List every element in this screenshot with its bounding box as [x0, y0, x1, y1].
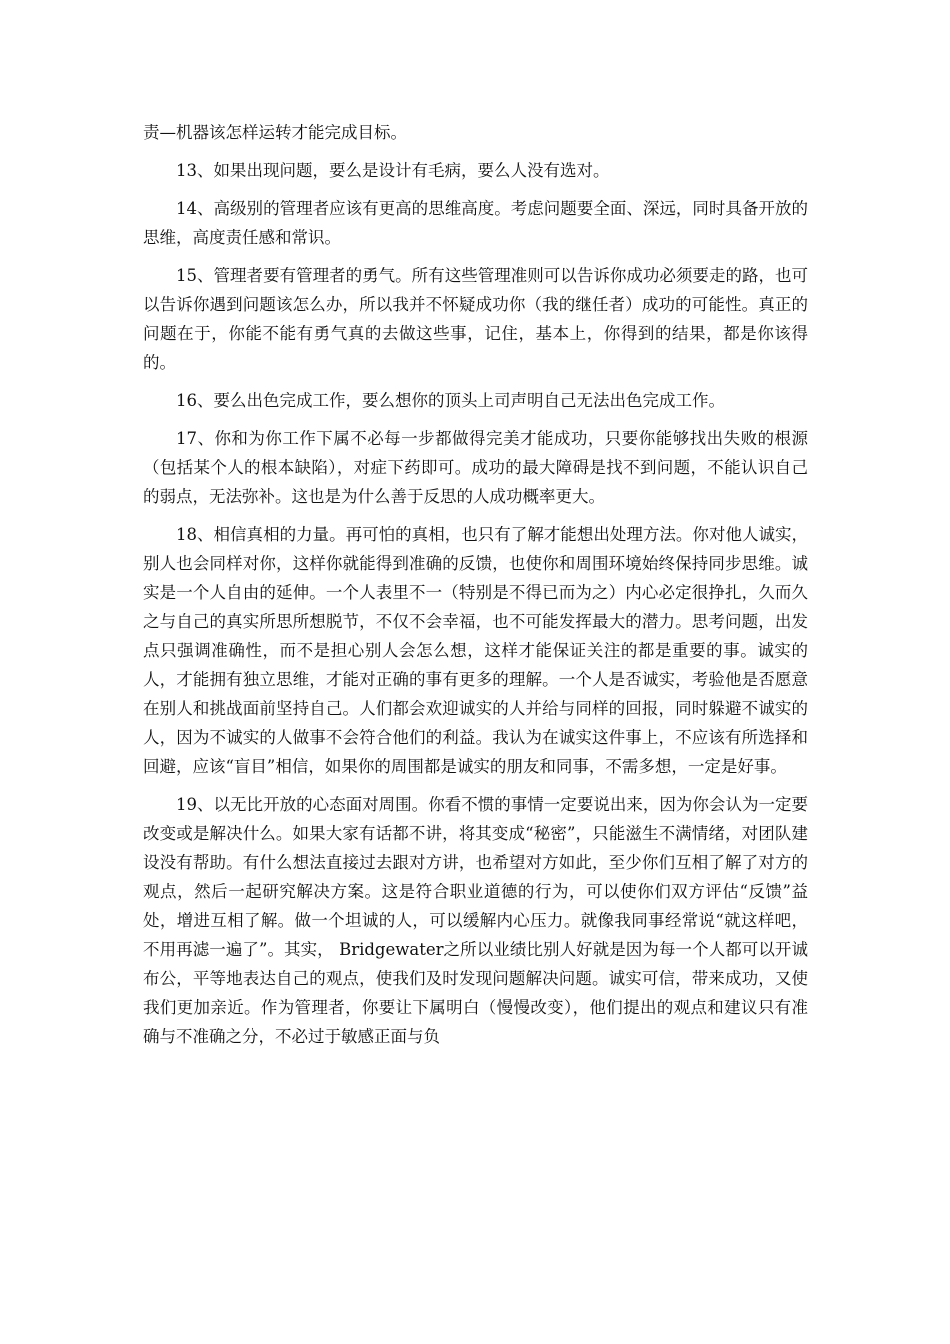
paragraph-item-17: 17、你和为你工作下属不必每一步都做得完美才能成功，只要你能够找出失败的根源（包括某个人的根本缺陷），对症下药即可。成功的最大障碍是找不到问题，不能认识自己的弱点，无法弥补。这也是为什么善于反思的人成功概率更大。 — [143, 429, 808, 506]
paragraph-continuation: 责—机器该怎样运转才能完成目标。 — [143, 123, 407, 142]
paragraph-item-16: 16、要么出色完成工作，要么想你的顶头上司声明自己无法出色完成工作。 — [176, 391, 725, 410]
paragraph-item-14: 14、高级别的管理者应该有更高的思维高度。考虑问题要全面、深远，同时具备开放的思维，高度责任感和常识。 — [143, 199, 808, 247]
paragraph-item-13: 13、如果出现问题，要么是设计有毛病，要么人没有选对。 — [176, 161, 610, 180]
paragraph-item-18: 18、相信真相的力量。再可怕的真相，也只有了解才能想出处理方法。你对他人诚实，别人也会同样对你，这样你就能得到准确的反馈，也使你和周围环境始终保持同步思维。诚实是一个人自由的延伸。一个人表里不一（特别是不得已而为之）内心必定很挣扎，久而久之与自己的真实所思所想脱节，不仅不会幸福，也不可能发挥最大的潜力。思考问题，出发点只强调准确性，而不是担心别人会怎么想，这样才能保证关注的都是重要的事。诚实的人，才能拥有独立思维，才能对正确的事有更多的理解。一个人是否诚实，考验他是否愿意在别人和挑战面前坚持自己。人们都会欢迎诚实的人并给与同样的回报，同时躲避不诚实的人，因为不诚实的人做事不会符合他们的利益。我认为在诚实这件事上，不应该有所选择和回避，应该“盲目”相信，如果你的周围都是诚实的朋友和同事，不需多想，一定是好事。 — [143, 525, 808, 776]
paragraph-item-19: 19、以无比开放的心态面对周围。你看不惯的事情一定要说出来，因为你会认为一定要改变或是解决什么。如果大家有话都不讲，将其变成“秘密”，只能滋生不满情绪，对团队建设没有帮助。有什么想法直接过去跟对方讲，也希望对方如此，至少你们互相了解了对方的观点，然后一起研究解决方案。这是符合职业道德的行为，可以使你们双方评估“反馈”益处，增进互相了解。做一个坦诚的人，可以缓解内心压力。就像我同事经常说“就这样吧，不用再滤一遍了”。其实， Bridgewater之所以业绩比别人好就是因为每一个人都可以开诚布公，平等地表达自己的观点，使我们及时发现问题解决问题。诚实可信，带来成功，又使我们更加亲近。作为管理者，你要让下属明白（慢慢改变），他们提出的观点和建议只有准确与不准确之分，不必过于敏感正面与负 — [143, 795, 808, 1046]
document-body — [143, 118, 808, 1060]
paragraph-item-15: 15、管理者要有管理者的勇气。所有这些管理准则可以告诉你成功必须要走的路，也可以告诉你遇到问题该怎么办，所以我并不怀疑成功你（我的继任者）成功的可能性。真正的问题在于，你能不能有勇气真的去做这些事，记住，基本上，你得到的结果，都是你该得的。 — [143, 266, 808, 372]
